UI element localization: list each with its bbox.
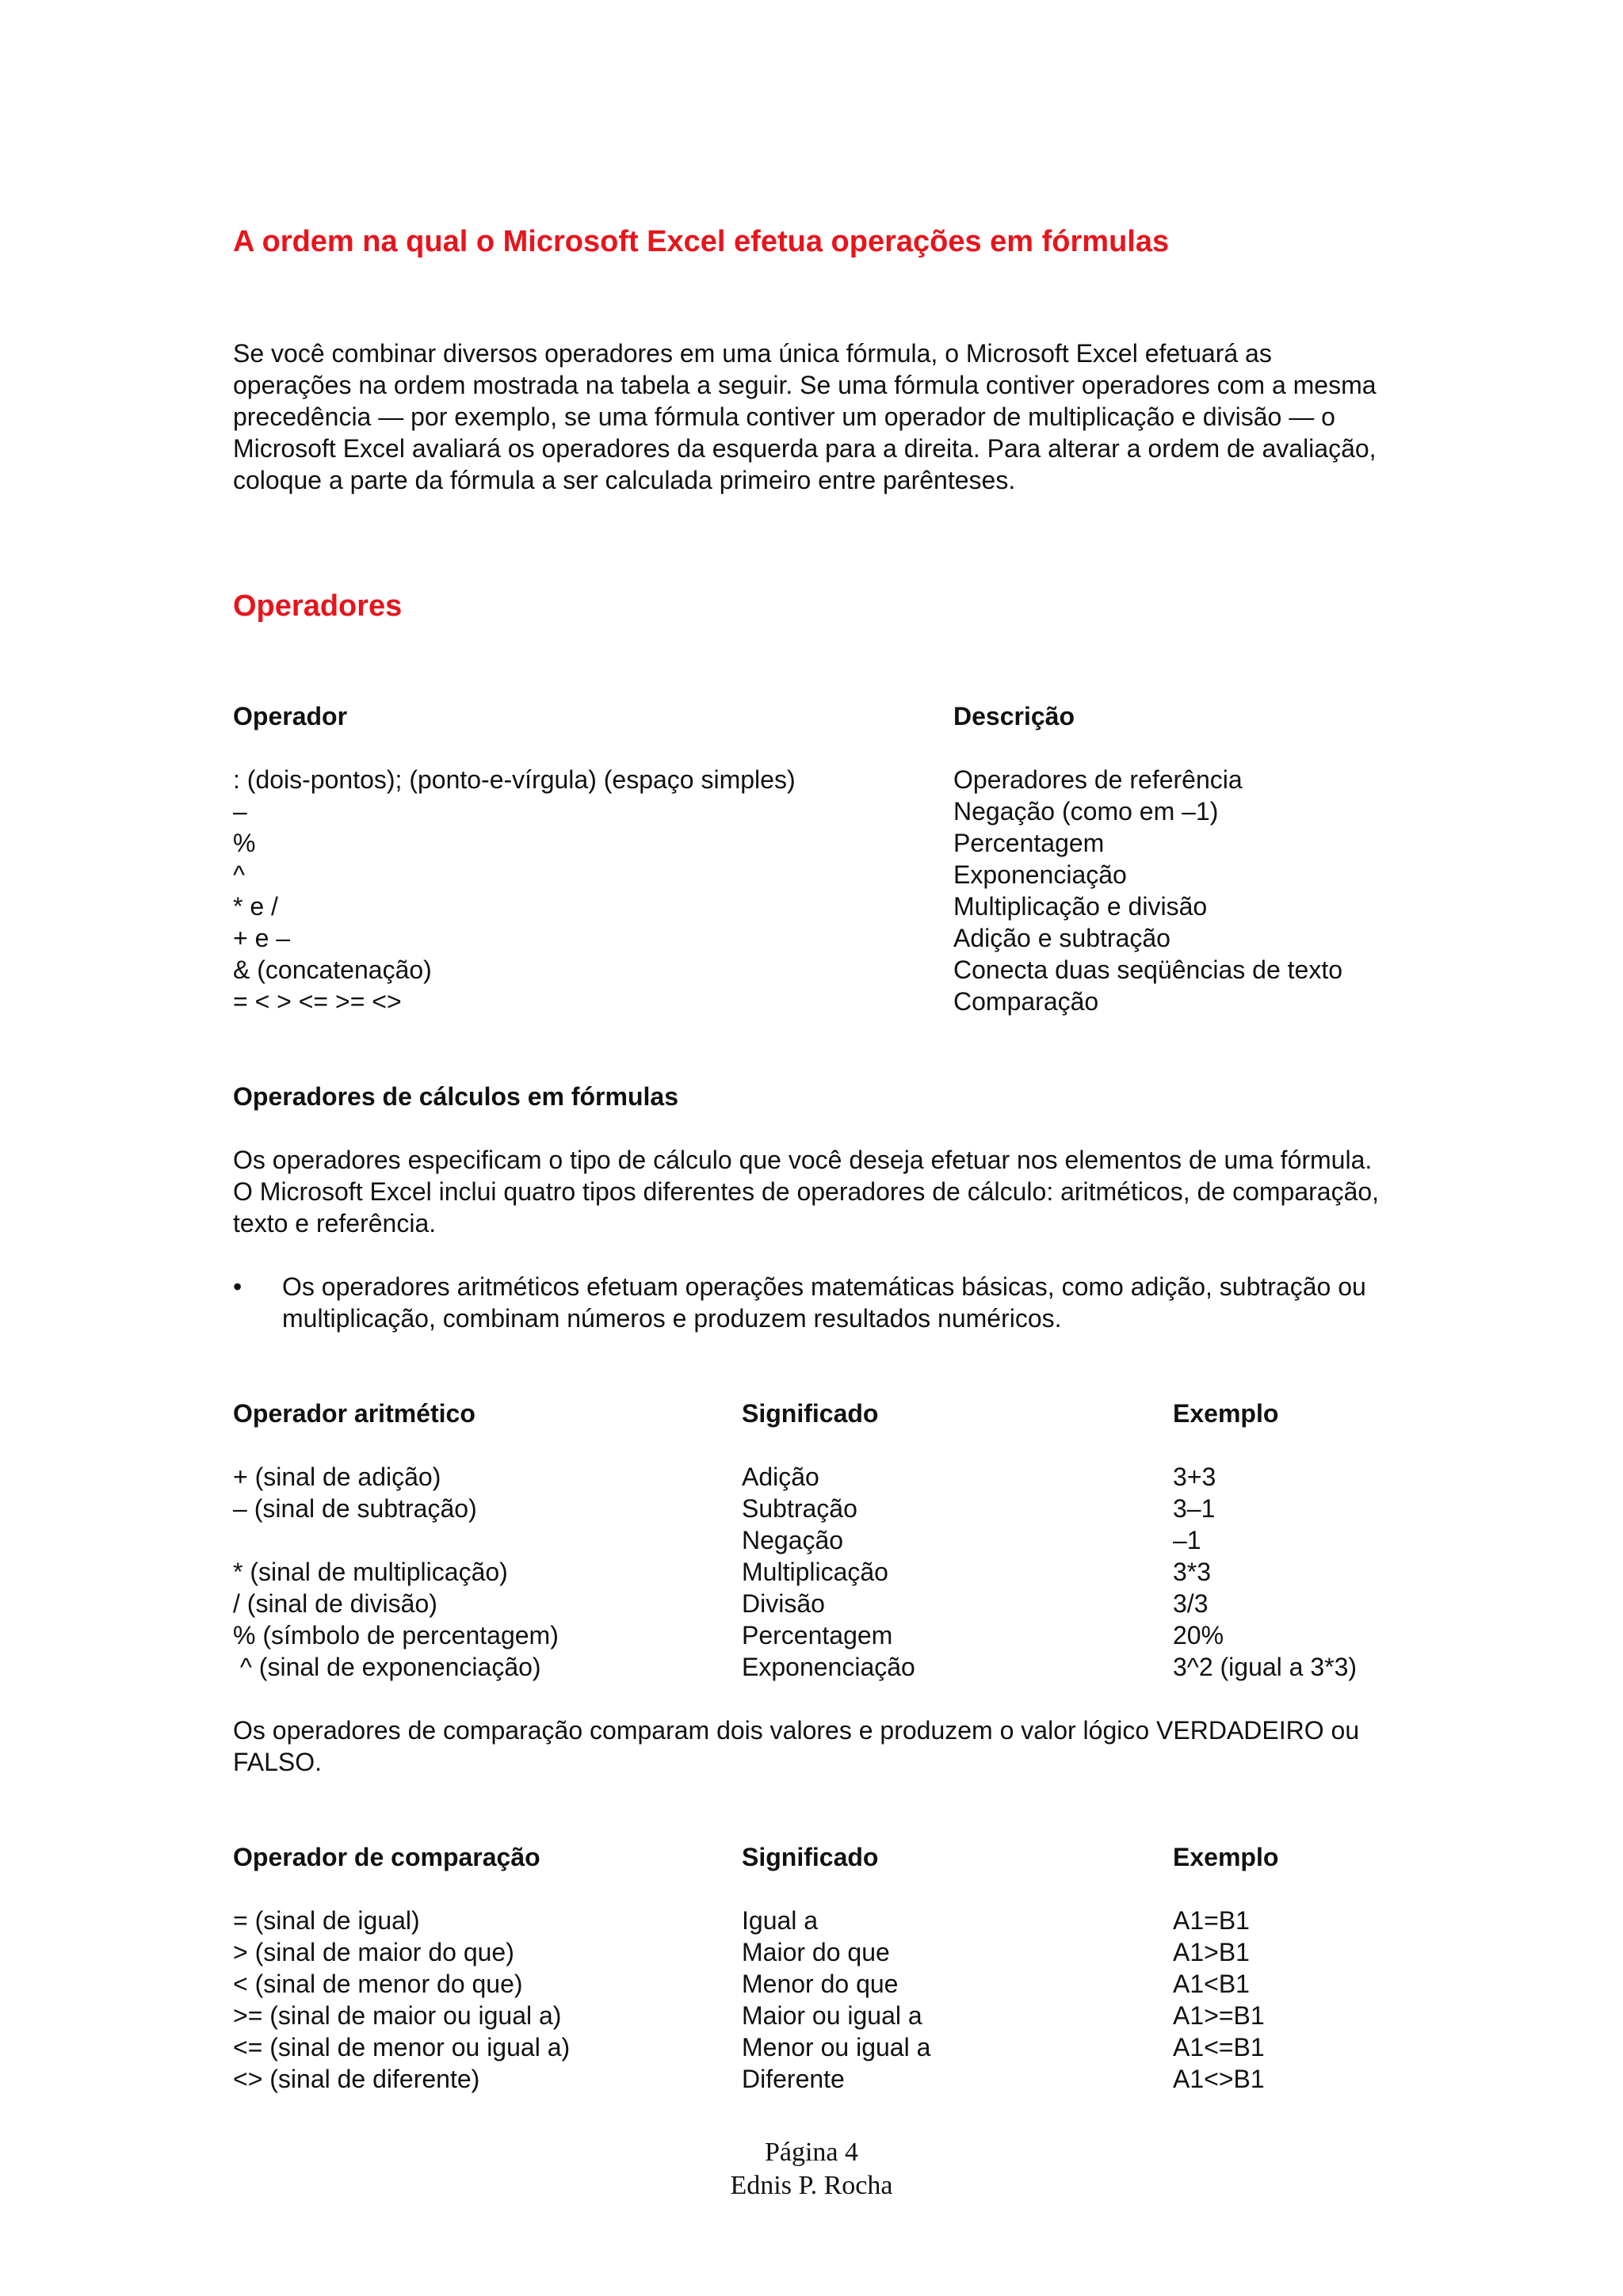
table-row bbox=[233, 1968, 1485, 2000]
comparison-line: FALSO. bbox=[233, 1748, 323, 1776]
column-header: Operador bbox=[233, 702, 348, 730]
table-cell: Divisão bbox=[742, 1589, 825, 1618]
section-heading: Operadores bbox=[233, 589, 403, 623]
table-row bbox=[233, 1493, 1485, 1524]
operator-cell: % bbox=[233, 829, 256, 857]
bullet-text bbox=[282, 1271, 1485, 1334]
table-cell: 3+3 bbox=[1173, 1463, 1216, 1491]
operator-cell: ^ bbox=[233, 860, 246, 889]
operator-cell: – bbox=[233, 797, 247, 826]
table-cell: = (sinal de igual) bbox=[233, 1906, 420, 1935]
table-header-row bbox=[233, 700, 1485, 732]
bullet-line: multiplicação, combinam números e produzem resultados numéricos. bbox=[282, 1304, 1062, 1333]
table-cell: Subtração bbox=[742, 1494, 857, 1523]
table-cell: / (sinal de divisão) bbox=[233, 1589, 437, 1618]
table-cell: A1<>B1 bbox=[1173, 2065, 1265, 2093]
intro-line: operações na ordem mostrada na tabela a seguir. Se uma fórmula contiver operadores com a mesma bbox=[233, 371, 1377, 399]
column-header: Significado bbox=[742, 1843, 879, 1871]
page-title: A ordem na qual o Microsoft Excel efetua operações em fórmulas bbox=[233, 225, 1170, 258]
table-cell: 3/3 bbox=[1173, 1589, 1209, 1618]
comparison-paragraph bbox=[233, 1714, 1485, 1778]
table-cell: A1<B1 bbox=[1173, 1970, 1250, 1998]
calc-line: O Microsoft Excel inclui quatro tipos diferentes de operadores de cálculo: aritméticos, de comparação, bbox=[233, 1177, 1380, 1206]
table-row bbox=[233, 859, 1485, 891]
comparison-line: Os operadores de comparação comparam dois valores e produzem o valor lógico VERDADEIRO ou bbox=[233, 1716, 1360, 1745]
operator-cell: = < > <= >= <> bbox=[233, 987, 402, 1016]
table-cell: Igual a bbox=[742, 1906, 819, 1935]
description-cell: Negação (como em –1) bbox=[953, 797, 1219, 826]
table-cell: + (sinal de adição) bbox=[233, 1463, 441, 1491]
calc-line: Os operadores especificam o tipo de cálculo que você deseja efetuar nos elementos de uma fórmula. bbox=[233, 1146, 1373, 1174]
table-cell: Diferente bbox=[742, 2065, 845, 2093]
table-header-row bbox=[233, 1398, 1485, 1429]
bullet-line: Os operadores aritméticos efetuam operações matemáticas básicas, como adição, subtração ou bbox=[282, 1272, 1366, 1301]
table-cell: Menor ou igual a bbox=[742, 2033, 931, 2061]
page-footer bbox=[0, 2136, 1623, 2203]
intro-line: coloque a parte da fórmula a ser calculada primeiro entre parênteses. bbox=[233, 466, 1016, 494]
table-cell: Adição bbox=[742, 1463, 819, 1491]
description-cell: Comparação bbox=[953, 987, 1099, 1016]
table-row bbox=[233, 795, 1485, 827]
table-row bbox=[233, 1588, 1485, 1619]
description-cell: Adição e subtração bbox=[953, 924, 1170, 952]
table-row bbox=[233, 954, 1485, 986]
table-cell: Percentagem bbox=[742, 1621, 893, 1650]
table-row bbox=[233, 1651, 1485, 1683]
column-header: Exemplo bbox=[1173, 1843, 1279, 1871]
table-cell: 3*3 bbox=[1173, 1558, 1212, 1586]
table-cell: Multiplicação bbox=[742, 1558, 888, 1586]
table-cell: Exponenciação bbox=[742, 1653, 915, 1681]
table-row bbox=[233, 2000, 1485, 2031]
description-cell: Multiplicação e divisão bbox=[953, 892, 1208, 921]
table-cell: 3–1 bbox=[1173, 1494, 1216, 1523]
intro-paragraph bbox=[233, 338, 1485, 496]
subsection-heading bbox=[233, 1081, 1485, 1112]
table-cell: Menor do que bbox=[742, 1970, 899, 1998]
table-row bbox=[233, 891, 1485, 922]
operator-cell: * e / bbox=[233, 892, 278, 921]
table-cell: Maior ou igual a bbox=[742, 2001, 922, 2030]
table-row bbox=[233, 1619, 1485, 1651]
table-cell: % (símbolo de percentagem) bbox=[233, 1621, 559, 1650]
table-row bbox=[233, 827, 1485, 859]
table-row bbox=[233, 1556, 1485, 1588]
table-row bbox=[233, 2063, 1485, 2095]
intro-line: precedência — por exemplo, se uma fórmula contiver um operador de multiplicação e divisão — o bbox=[233, 402, 1335, 431]
table-cell: <= (sinal de menor ou igual a) bbox=[233, 2033, 571, 2061]
table-cell: < (sinal de menor do que) bbox=[233, 1970, 523, 1998]
column-header: Descrição bbox=[953, 702, 1075, 730]
table-cell: Maior do que bbox=[742, 1938, 890, 1966]
table-row bbox=[233, 764, 1485, 795]
description-cell: Operadores de referência bbox=[953, 765, 1243, 794]
operator-cell: + e – bbox=[233, 924, 291, 952]
page-number: Página 4 bbox=[764, 2138, 859, 2167]
operator-cell: : (dois-pontos); (ponto-e-vírgula) (espaço simples) bbox=[233, 765, 796, 794]
table-row bbox=[233, 1936, 1485, 1968]
description-cell: Percentagem bbox=[953, 829, 1105, 857]
description-cell: Exponenciação bbox=[953, 860, 1127, 889]
calc-paragraph bbox=[233, 1144, 1485, 1239]
intro-line: Se você combinar diversos operadores em uma única fórmula, o Microsoft Excel efetuará as bbox=[233, 339, 1272, 368]
table-cell: –1 bbox=[1173, 1526, 1201, 1554]
table-row bbox=[233, 2031, 1485, 2063]
table-cell: A1<=B1 bbox=[1173, 2033, 1265, 2061]
table-row bbox=[233, 1524, 1485, 1556]
table-cell: – (sinal de subtração) bbox=[233, 1494, 477, 1523]
footer-author: Ednis P. Rocha bbox=[730, 2171, 893, 2200]
table-cell: <> (sinal de diferente) bbox=[233, 2065, 480, 2093]
table-row bbox=[233, 1905, 1485, 1936]
table-header-row bbox=[233, 1841, 1485, 1873]
table-cell: >= (sinal de maior ou igual a) bbox=[233, 2001, 562, 2030]
table-cell: A1>=B1 bbox=[1173, 2001, 1265, 2030]
calc-heading: Operadores de cálculos em fórmulas bbox=[233, 1082, 678, 1111]
column-header: Operador de comparação bbox=[233, 1843, 540, 1871]
column-header: Exemplo bbox=[1173, 1399, 1279, 1428]
table-cell: 20% bbox=[1173, 1621, 1224, 1650]
table-cell: > (sinal de maior do que) bbox=[233, 1938, 514, 1966]
table-cell: A1>B1 bbox=[1173, 1938, 1250, 1966]
table-cell: Negação bbox=[742, 1526, 844, 1554]
calc-line: texto e referência. bbox=[233, 1209, 437, 1238]
table-row bbox=[233, 986, 1485, 1017]
bullet-icon: • bbox=[233, 1272, 242, 1301]
column-header: Operador aritmético bbox=[233, 1399, 475, 1428]
operator-cell: & (concatenação) bbox=[233, 955, 432, 984]
table-cell: A1=B1 bbox=[1173, 1906, 1250, 1935]
table-cell: ^ (sinal de exponenciação) bbox=[233, 1653, 541, 1681]
table-row bbox=[233, 1461, 1485, 1493]
intro-line: Microsoft Excel avaliará os operadores da esquerda para a direita. Para alterar a ordem de avaliação, bbox=[233, 434, 1377, 463]
column-header: Significado bbox=[742, 1399, 879, 1428]
description-cell: Conecta duas seqüências de texto bbox=[953, 955, 1342, 984]
table-cell: * (sinal de multiplicação) bbox=[233, 1558, 508, 1586]
table-cell: 3^2 (igual a 3*3) bbox=[1173, 1653, 1358, 1681]
table-row bbox=[233, 922, 1485, 954]
